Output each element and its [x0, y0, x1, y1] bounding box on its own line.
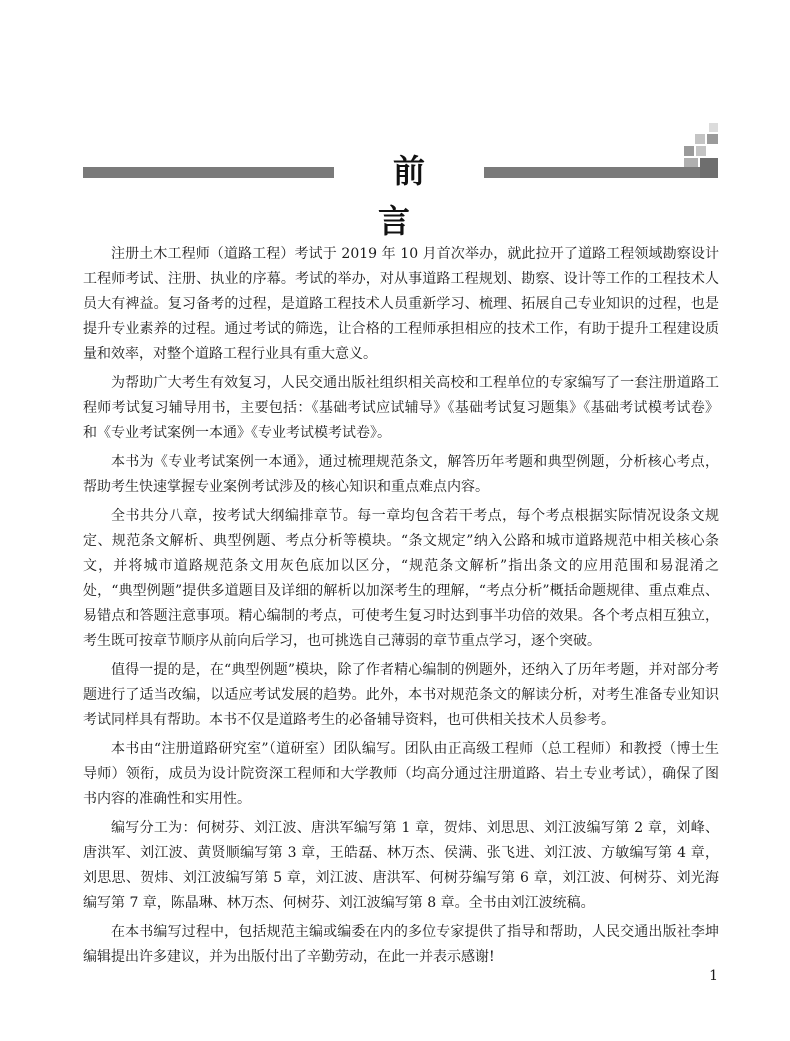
- page-title: 前 言: [377, 152, 455, 240]
- deco-square: [707, 134, 718, 144]
- deco-square: [709, 123, 718, 132]
- paragraph: 在本书编写过程中，包括规范主编或编委在内的多位专家提供了指导和帮助，人民交通出版社李坤编辑提出许多建议，并为出版付出了辛勤劳动，在此一并表示感谢!: [83, 924, 719, 965]
- preface-body: [83, 242, 719, 974]
- deco-square: [695, 134, 705, 144]
- paragraph: 编写分工为：何树芬、刘江波、唐洪军编写第 1 章，贺炜、刘思思、刘江波编写第 2 章，刘峰、唐洪军、刘江波、黄贤顺编写第 3 章，王皓磊、林万杰、侯满、张飞进、刘江波、方敏编写第 4 章，刘思思、贺炜、刘江波编写第 5 章，刘江波、唐洪军、何树芬编写第 6 章，刘江波、何树芬、刘光海编写第 7 章，陈晶琳、林万杰、何树芬、刘江波编写第 8 章。全书由刘江波统稿。: [83, 820, 719, 911]
- deco-square: [684, 158, 698, 167]
- deco-square: [684, 146, 694, 156]
- deco-square: [700, 158, 718, 178]
- paragraph: 本书为《专业考试案例一本通》，通过梳理规范条文，解答历年考题和典型例题，分析核心考点，帮助考生快速掌握专业案例考试涉及的核心知识和重点难点内容。: [83, 454, 719, 495]
- paragraph: 全书共分八章，按考试大纲编排章节。每一章均包含若干考点，每个考点根据实际情况设条文规定、规范条文解析、典型例题、考点分析等模块。“条文规定”纳入公路和城市道路规范中相关核心条文，并将城市道路规范条文用灰色底加以区分，“规范条文解析”指出条文的应用范围和易混淆之处，“典型例题”提供多道题目及详细的解析以加深考生的理解，“考点分析”概括命题规律、重点难点、易错点和答题注意事项。精心编制的考点，可使考生复习时达到事半功倍的效果。各个考点相互独立，考生既可按章节顺序从前向后学习，也可挑选自己薄弱的章节重点学习，逐个突破。: [83, 508, 719, 649]
- title-bar-left: [83, 167, 334, 178]
- paragraph: 值得一提的是，在“典型例题”模块，除了作者精心编制的例题外，还纳入了历年考题，并对部分考题进行了适当改编，以适应考试发展的趋势。此外，本书对规范条文的解读分析，对考生准备专业知识考试同样具有帮助。本书不仅是道路考生的必备辅导资料，也可供相关技术人员参考。: [83, 662, 719, 728]
- paragraph: 为帮助广大考生有效复习，人民交通出版社组织相关高校和工程单位的专家编写了一套注册道路工程师考试复习辅导用书，主要包括：《基础考试应试辅导》《基础考试复习题集》《基础考试模考试卷》和《专业考试案例一本通》《专业考试模考试卷》。: [83, 375, 719, 441]
- title-bar-right: [484, 167, 718, 178]
- deco-square: [696, 146, 706, 156]
- paragraph: 注册土木工程师（道路工程）考试于 2019 年 10 月首次举办，就此拉开了道路工程领域勘察设计工程师考试、注册、执业的序幕。考试的举办，对从事道路工程规划、勘察、设计等工作的工程技术人员大有裨益。复习备考的过程，是道路工程技术人员重新学习、梳理、拓展自己专业知识的过程，也是提升专业素养的过程。通过考试的筛选，让合格的工程师承担相应的技术工作，有助于提升工程建设质量和效率，对整个道路工程行业具有重大意义。: [83, 246, 719, 362]
- page-number: 1: [709, 968, 718, 984]
- paragraph: 本书由“注册道路研究室”（道研室）团队编写。团队由正高级工程师（总工程师）和教授（博士生导师）领衔，成员为设计院资深工程师和大学教师（均高分通过注册道路、岩土专业考试），确保了图书内容的准确性和实用性。: [83, 741, 719, 807]
